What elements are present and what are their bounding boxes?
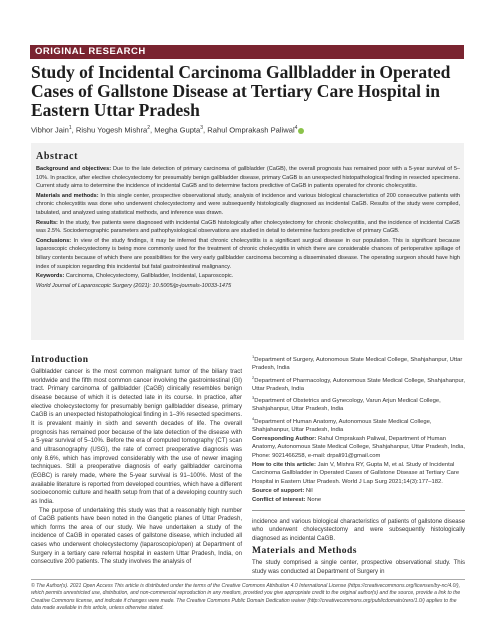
article-type-banner: ORIGINAL RESEARCH <box>30 45 464 59</box>
corresponding-author: Corresponding Author: Rahul Omprakash Paliwal, Department of Human Anatomy, Autonomous State Medical College, Shahjahanpur, Uttar Pradesh, India, Phone: 9021466258, e-mail: drpali91@gmail.com <box>252 436 465 459</box>
author-list: Vibhor Jain$^1$, Rishu Yogesh Mishra$^2$, Megha Gupta$^3$, Rahul Omprakash Paliwal$^4$ <box>31 125 471 135</box>
source-of-support: Source of support: Nil <box>252 487 313 494</box>
abstract-background: Background and objectives: Due to the late detection of primary carcinoma of gallbladder (CaGB), the overall prognosis has remained poor with a 5-year survival of 5–10%. In practice, after elective cholecystectomy for presumably benign gallbladder disease, primary CaGB is an unexpected histopathological finding in resected specimens. Current study aims to determine the incidence of incidental CaGB and to determine factors predictive of CaGB in patients operated for chronic cholecystitis. <box>36 166 460 190</box>
affiliation-item: $^3$Department of Obstetrics and Gynecology, Varun Arjun Medical College, Shahjahanpur, Uttar Pradesh, India <box>252 395 441 413</box>
intro-paragraph-1: Gallbladder cancer is the most common malignant tumor of the biliary tract worldwide and the fifth most common cancer involving the gastrointestinal (GI) tract. Primary carcinoma of gallbladder (CaGB) clinically resembles benign disease because of which it is detected late in its course. In practice, after elective cholecystectomy for presumably benign gallbladder disease, primary CaGB is an unexpected histopathological finding in 1–3% resected specimens. It is prevalent mainly in sixth and seventh decades of life. The overall prognosis has remained poor because of the late detection of the disease with a 5-year survival of 5–10%. Before the era of computed tomography (CT) scan and ultrasonography (USG), the rate of correct preoperative diagnosis was only 8.6%, which has improved considerably with the use of newer imaging techniques. Still a preoperative diagnosis of early gallbladder carcinoma (EGBC) is rarely made, where the 5-year survival is 91–100%. Most of the available literature is reported from developed countries, which have a different socioeconomic culture and health setup from that of a developing country such as India. <box>31 369 242 505</box>
abstract-results: Results: In the study, five patients were diagnosed with incidental CaGB histologically after cholecystectomy for chronic cholecystitis, and the incidence of incidental CaGB was 2.5%. Sociodemographic parameters and pathophysiological observations are studied in detail to determine factors predictive of primary CaGB. <box>36 219 460 235</box>
intro-continuation: incidence and various biological characteristics of patients of gallstone disease who underwent cholecystectomy and were subsequently histologically diagnosed as incidental CaGB. <box>252 518 465 542</box>
author-name[interactable]: Vibhor Jain <box>31 125 69 135</box>
orcid-icon[interactable] <box>298 128 304 134</box>
author-affil-sup: 4 <box>294 125 298 131</box>
license-footer: © The Author(s). 2021 Open Access This article is distributed under the terms of the Creative Commons Attribution 4.0 International License (https://creativecommons.org/licenses/by-nc/4.0/), which permits unrestricted use, distribution, and non-commercial reproduction in any medium, provided you give appropriate credit to the original author(s) and the source, provide a link to the Creative Commons license, and indicate if changes were made. The Creative Commons Public Domain Dedication waiver (http://creativecommons.org/publicdomain/zero/1.0/) applies to the data made available in this article, unless otherwise stated. <box>31 579 465 613</box>
intro-paragraph-2: The purpose of undertaking this study was that a reasonably high number of CaGB patients have been noted in the Gangetic planes of Uttar Pradesh, which forms the area of our study. We have undertaken a study of the incidence of CaGB in operated cases of gallstone disease, which included all cases who underwent cholecystectomy (laparoscopic/open) at Department of Surgery in a tertiary care referral hospital in eastern Uttar Pradesh, India, on consecutive 200 patients. The study involves the analysis of <box>31 507 242 566</box>
article-title: Study of Incidental Carcinoma Gallbladder in Operated Cases of Gallstone Disease at Tertiary Care Hospital in Eastern Uttar Pradesh <box>31 62 451 120</box>
affiliation-item: $^4$Department of Human Anatomy, Autonomous State Medical College, Shahjahanpur, Uttar Pradesh, India <box>252 415 432 433</box>
author-affil-sup: 3 <box>200 125 204 131</box>
abstract-conclusions: Conclusions: In view of the study findings, it may be inferred that chronic cholecystitis is a significant surgical disease in our population. This is significant because laparoscopic cholecystectomy is being more commonly used for the treatment of chronic cholecystitis in which there are considerable chances of perioperative spillage of biliary contents because of which there are possibilities for the very early gallbladder carcinoma becoming a disseminated disease. The operating surgeon should have high index of suspicion regarding this incidental but fatal gastrointestinal malignancy. <box>36 237 461 270</box>
author-name[interactable]: Rahul Omprakash Paliwal <box>207 125 295 135</box>
conflict-of-interest: Conflict of interest: None <box>252 497 322 504</box>
left-column <box>31 352 242 567</box>
right-continuation <box>252 518 465 577</box>
author-affil-sup: 1 <box>68 125 72 131</box>
journal-citation: World Journal of Laparoscopic Surgery (2021): 10.5005/jp-journals-10033-1475 <box>36 282 232 289</box>
author-name[interactable]: Megha Gupta <box>154 125 201 135</box>
how-to-cite: How to cite this article: Jain V, Mishra RY, Gupta M, et al. Study of Incidental Carcinoma Gallbladder in Operated Cases of Gallstone Disease at Tertiary Care Hospital in Eastern Uttar Pradesh. World J Lap Surg 2021;14(3):177–182. <box>252 462 460 485</box>
author-affil-sup: 2 <box>147 125 150 131</box>
section-heading-introduction: Introduction <box>31 355 89 365</box>
right-column <box>252 352 465 579</box>
abstract-box <box>31 143 464 340</box>
affiliation-item: $^2$Department of Pharmacology, Autonomous State Medical College, Shahjahanpur, Uttar Pradesh, India <box>252 374 465 392</box>
abstract-methods: Materials and methods: In this single center, prospective observational study, analysis of incidence and various biological characteristics of 200 consecutive patients with chronic cholecystitis was done who underwent cholecystectomy and were subsequently histologically diagnosed as incidental CaGB. Results of the study were compiled, tabulated, and analyzed using statistical methods, and inference was drawn. <box>36 192 460 216</box>
methods-paragraph-1: The study comprised a single center, prospective observational study. This study was conducted at Department of Surgery in <box>252 560 465 576</box>
abstract-keywords: Keywords: Carcinoma, Cholecystectomy, Gallbladder, Incidental, Laparoscopic. <box>36 273 234 280</box>
abstract-heading: Abstract <box>36 151 79 162</box>
affiliations-block <box>252 353 465 511</box>
affiliation-item: $^1$Department of Surgery, Autonomous State Medical College, Shahjahanpur, Uttar Pradesh, India <box>252 354 463 372</box>
author-name[interactable]: Rishu Yogesh Mishra <box>75 125 148 135</box>
section-heading-methods: Materials and Methods <box>252 546 357 557</box>
